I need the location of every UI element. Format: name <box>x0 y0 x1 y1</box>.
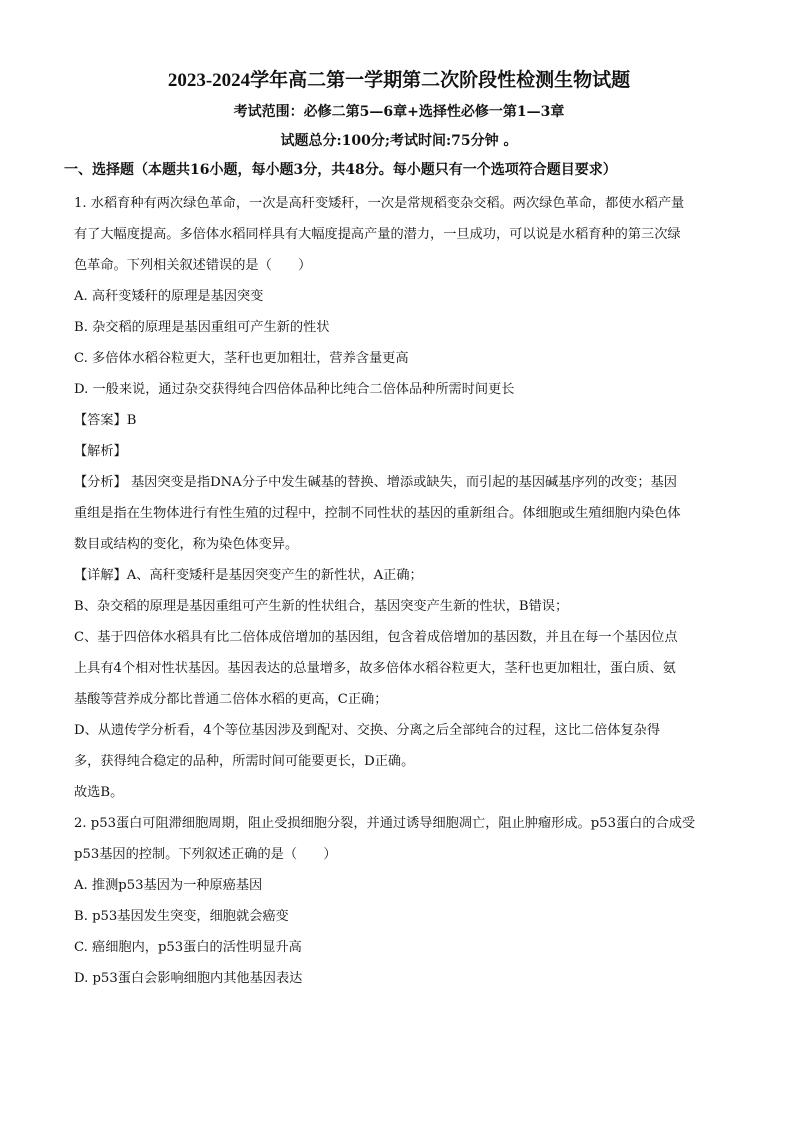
analysis-label: 【解析】 <box>74 444 127 459</box>
option-a: A. 推测p53基因为一种原癌基因 <box>74 878 263 893</box>
document-page <box>64 68 724 994</box>
detail-line: B、杂交稻的原理是基因重组可产生新的性状组合，基因突变产生新的性状，B错误； <box>74 599 569 614</box>
option-a: A. 高秆变矮秆的原理是基因突变 <box>74 289 264 304</box>
option-d: D. p53蛋白会影响细胞内其他基因表达 <box>74 971 303 986</box>
option-c: C. 多倍体水稻谷粒更大，茎秆也更加粗壮，营养含量更高 <box>74 351 409 366</box>
detail-line: 基酸等营养成分都比普通二倍体水稻的更高，C正确； <box>74 692 388 707</box>
question-2 <box>74 808 724 994</box>
exam-score-time: 试题总分:100分;考试时间:75分钟 。 <box>280 133 518 149</box>
analysis-line: 数目或结构的变化，称为染色体变异。 <box>74 537 299 552</box>
question-stem-line: 色革命。下列相关叙述错误的是（ ） <box>74 258 312 273</box>
detail-line: 上具有4个相对性状基因。基因表达的总量增多，故多倍体水稻谷粒更大，茎秆也更加粗壮，蛋白质、氨 <box>74 661 676 676</box>
analysis-line: 重组是指在生物体进行有性生殖的过程中，控制不同性状的基因的重新组合。体细胞或生殖细胞内染色体 <box>74 506 681 521</box>
question-1 <box>74 188 724 808</box>
detail-line: C、基于四倍体水稻具有比二倍体成倍增加的基因组，包含着成倍增加的基因数，并且在每一个基因位点 <box>74 630 678 645</box>
option-c: C. 癌细胞内，p53蛋白的活性明显升高 <box>74 940 302 955</box>
question-stem-line: 有了大幅度提高。多倍体水稻同样具有大幅度提高产量的潜力，一旦成功，可以说是水稻育种的第三次绿 <box>74 227 681 242</box>
exam-scope: 考试范围：必修二第5—6章+选择性必修一第1—3章 <box>233 104 565 120</box>
exam-title: 2023-2024学年高二第一学期第二次阶段性检测生物试题 <box>167 70 631 91</box>
section-heading: 一、选择题（本题共16小题，每小题3分，共48分。每小题只有一个选项符合题目要求） <box>64 162 617 178</box>
option-d: D. 一般来说，通过杂交获得纯合四倍体品种比纯合二倍体品种所需时间更长 <box>74 382 515 397</box>
detail-line: 【详解】A、高秆变矮秆是基因突变产生的新性状，A正确； <box>74 568 423 583</box>
detail-line: 故选B。 <box>74 785 124 800</box>
option-b: B. 杂交稻的原理是基因重组可产生新的性状 <box>74 320 330 335</box>
option-b: B. p53基因发生突变，细胞就会癌变 <box>74 909 289 924</box>
question-stem-line: 2. p53蛋白可阻滞细胞周期，阻止受损细胞分裂，并通过诱导细胞凋亡，阻止肿瘤形成。p53蛋白的合成受 <box>74 816 696 831</box>
analysis-line: 【分析】 基因突变是指DNA分子中发生碱基的替换、增添或缺失，而引起的基因碱基序列的改变；基因 <box>74 475 677 490</box>
question-stem-line: p53基因的控制。下列叙述正确的是（ ） <box>74 847 337 862</box>
answer-line: 【答案】B <box>74 413 137 428</box>
question-stem-line: 1. 水稻育种有两次绿色革命，一次是高秆变矮秆，一次是常规稻变杂交稻。两次绿色革命，都使水稻产量 <box>74 196 685 211</box>
detail-line: D、从遗传学分析看，4个等位基因涉及到配对、交换、分离之后全部纯合的过程，这比二倍体复杂得 <box>74 723 661 738</box>
detail-line: 多，获得纯合稳定的品种，所需时间可能要更长，D正确。 <box>74 754 415 769</box>
